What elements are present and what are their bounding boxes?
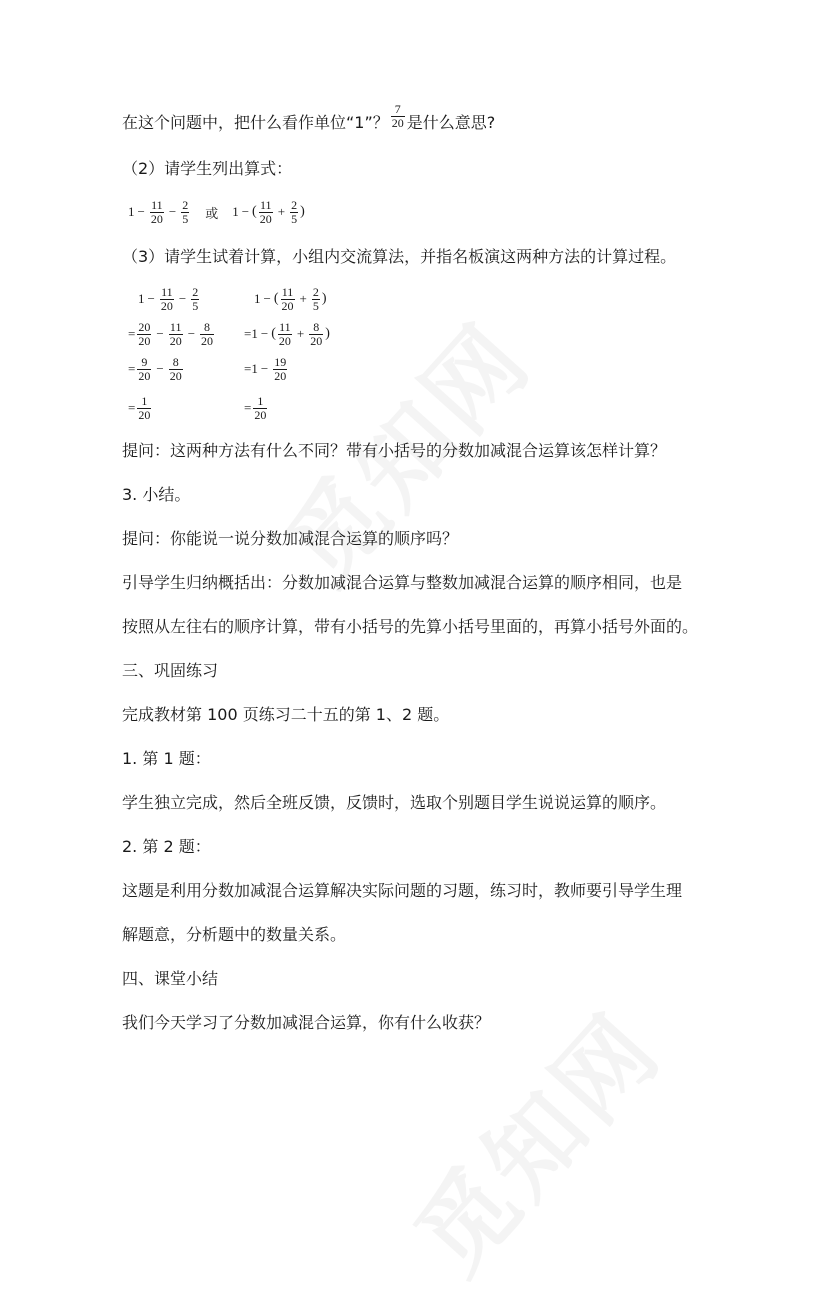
paragraph-problem-2-line2: 解题意，分析题中的数量关系。 <box>122 925 347 944</box>
heading-summary-3: 3. 小结。 <box>122 485 191 504</box>
calc-left-2: = $\frac{20}{20}$ − $\frac{11}{20}$ − $\frac{8}{20}$ <box>128 319 214 348</box>
question-unit-one: 在这个问题中，把什么看作单位“1”？ $\frac{7}{20}$ 是什么意思? <box>122 101 496 132</box>
calc-right-4: = $\frac{1}{20}$ <box>244 393 267 422</box>
formula-row: 1 − $\frac{11}{20}$ − $\frac{2}{5}$ 或 1 − ( $\frac{11}{20}$ + $\frac{2}{5}$ ) <box>128 197 305 226</box>
fraction-7-20: $\frac{7}{20}$ <box>391 101 404 130</box>
paragraph-conclusion-line1: 引导学生归纳概括出：分数加减混合运算与整数加减混合运算的顺序相同，也是 <box>122 573 683 592</box>
paragraph-conclusion-line2: 按照从左往右的顺序计算，带有小括号的先算小括号里面的，再算小括号外面的。 <box>122 617 699 636</box>
paragraph-question-difference: 提问：这两种方法有什么不同？带有小括号的分数加减混合运算该怎样计算？ <box>122 441 667 460</box>
step-3: （3）请学生试着计算，小组内交流算法，并指名板演这两种方法的计算过程。 <box>122 247 677 266</box>
paragraph-problem-2-line1: 这题是利用分数加减混合运算解决实际问题的习题，练习时，教师要引导学生理 <box>122 881 683 900</box>
calc-right-2: = 1 − ( $\frac{11}{20}$ + $\frac{8}{20}$ ) <box>244 319 330 348</box>
calc-left-3: = $\frac{9}{20}$ − $\frac{8}{20}$ <box>128 354 182 383</box>
paragraph-question-order: 提问：你能说一说分数加减混合运算的顺序吗？ <box>122 529 459 548</box>
heading-class-summary: 四、课堂小结 <box>122 969 219 988</box>
paragraph-textbook: 完成教材第 100 页练习二十五的第 1、2 题。 <box>122 705 450 724</box>
calc-right-3: = 1 − $\frac{19}{20}$ <box>244 354 287 383</box>
paragraph-problem-1: 学生独立完成，然后全班反馈，反馈时，选取个别题目学生说说运算的顺序。 <box>122 793 667 812</box>
step-2: （2）请学生列出算式： <box>122 159 293 178</box>
heading-problem-1: 1. 第 1 题： <box>122 749 211 768</box>
calc-left-4: = $\frac{1}{20}$ <box>128 393 151 422</box>
calc-right-1: 1 − ( $\frac{11}{20}$ + $\frac{2}{5}$ ) <box>254 284 327 313</box>
calc-left-1: 1 − $\frac{11}{20}$ − $\frac{2}{5}$ <box>138 284 199 313</box>
heading-problem-2: 2. 第 2 题： <box>122 837 211 856</box>
heading-practice: 三、巩固练习 <box>122 661 219 680</box>
paragraph-harvest: 我们今天学习了分数加减混合运算，你有什么收获？ <box>122 1013 491 1032</box>
